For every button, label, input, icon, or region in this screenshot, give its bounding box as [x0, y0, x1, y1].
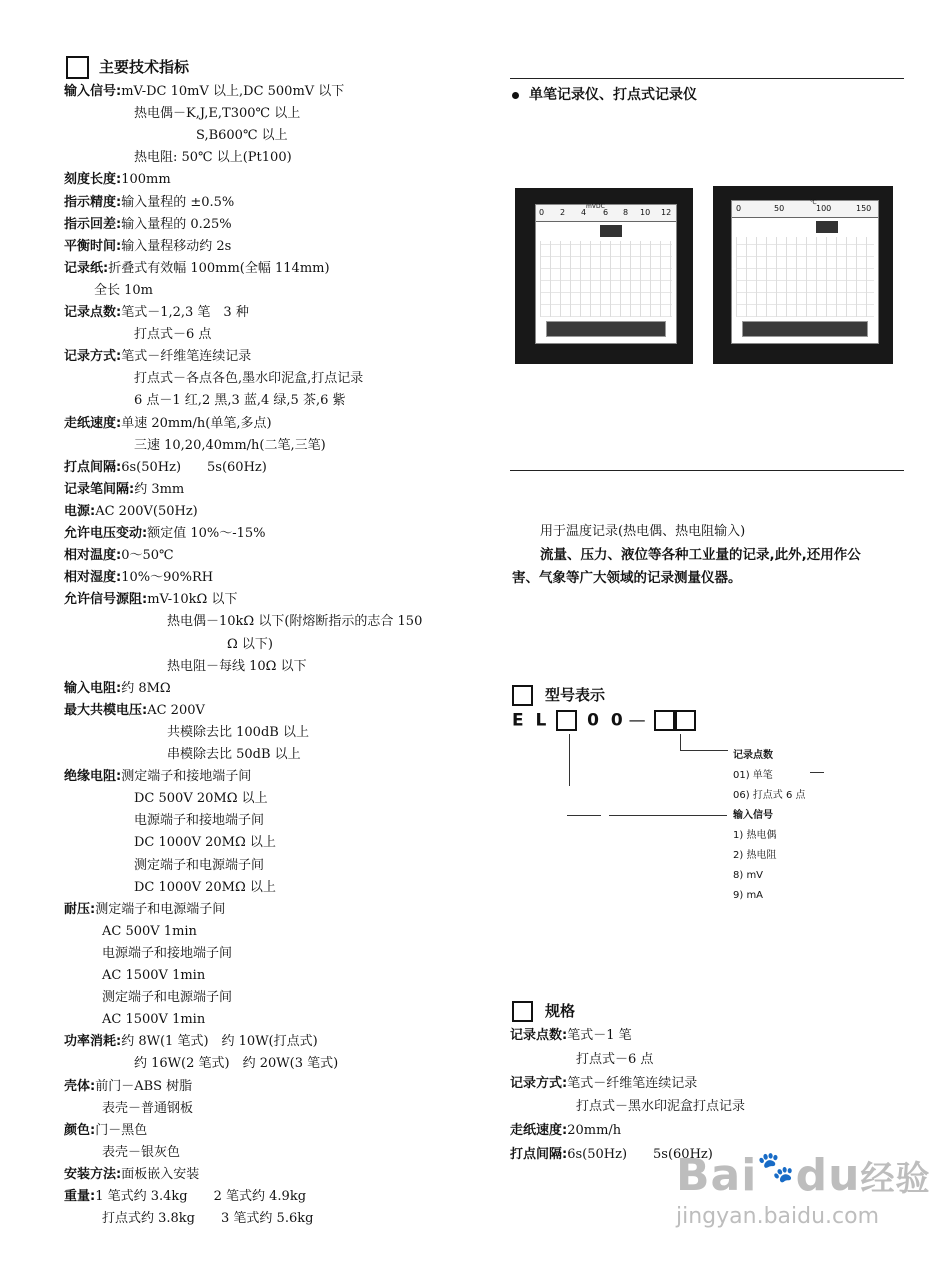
spec-line [64, 1167, 199, 1183]
note-input-heading: 输入信号 [733, 810, 773, 821]
note-points-2: 06) 打点式 6 点 [733, 790, 806, 801]
note-input-2: 2) 热电阻 [733, 850, 777, 861]
spec-label: 重量: [64, 1189, 96, 1204]
spec-label: 刻度长度: [64, 172, 122, 187]
spec-value: Ω 以下) [227, 637, 273, 652]
spec-line [167, 614, 422, 630]
spec-line [102, 968, 205, 984]
spec-label: 颜色: [64, 1123, 96, 1138]
spec-right-line [510, 1076, 697, 1092]
spec-line [134, 858, 264, 874]
spec-line [64, 261, 330, 277]
spec-line [196, 128, 288, 144]
spec-value: 约 3mm [134, 482, 185, 497]
note-input-3: 8) mV [733, 870, 764, 881]
spec-value: 10%～90%RH [121, 570, 214, 585]
spec-label: 打点间隔: [64, 460, 122, 475]
note-input-4: 9) mA [733, 890, 764, 901]
spec-line [64, 1034, 318, 1050]
spec-value: AC 1500V 1min [102, 1012, 206, 1027]
spec-value: 热电阻: 50℃ 以上(Pt100) [134, 150, 292, 165]
spec-value: 6s(50Hz) 5s(60Hz) [121, 460, 267, 475]
desc-line-1: 用于温度记录(热电偶、热电阻输入) [540, 524, 746, 539]
spec-label: 指示精度: [64, 195, 122, 210]
spec-label: 输入电阻: [64, 681, 122, 696]
spec-value: DC 1000V 20MΩ 以上 [134, 835, 276, 850]
spec-value: DC 500V 20MΩ 以上 [134, 791, 268, 806]
checkbox-icon [512, 685, 533, 706]
spec-value: 测定端子和电源端子间 [102, 990, 233, 1005]
spec-line [102, 1012, 205, 1028]
spec-title-right: 规格 [512, 1000, 575, 1022]
spec-value: 输入量程移动约 2s [121, 239, 232, 254]
mid-divider [510, 470, 904, 471]
recorder2-scale: ℃ 0 50 100 150 [732, 201, 878, 218]
spec-label: 指示回差: [64, 217, 122, 232]
spec-label: 记录笔间隔: [64, 482, 135, 497]
spec-value: 电源端子和接地端子间 [102, 946, 233, 961]
spec-value: 打点式－6 点 [134, 327, 212, 342]
spec-line [134, 791, 268, 807]
spec-line [64, 305, 249, 321]
spec-value: 单速 20mm/h(单笔,多点) [121, 416, 272, 431]
spec-label: 记录纸: [64, 261, 109, 276]
spec-value: S,B600℃ 以上 [196, 128, 288, 143]
spec-value: 表壳－银灰色 [102, 1145, 181, 1160]
spec-value: 面板嵌入安装 [121, 1167, 200, 1182]
spec-right-label: 记录点数: [510, 1028, 568, 1043]
spec-line [64, 570, 213, 586]
checkbox-icon [512, 1001, 533, 1022]
spec-line [64, 703, 205, 719]
spec-label: 壳体: [64, 1079, 96, 1094]
spec-value: mV-DC 10mV 以上,DC 500mV 以下 [121, 84, 345, 99]
spec-section-title: 主要技术指标 [66, 56, 189, 79]
spec-value: 笔式－1,2,3 笔 3 种 [121, 305, 249, 320]
recorder-photo-pen [515, 188, 693, 364]
spec-label: 相对湿度: [64, 570, 122, 585]
spec-line [64, 460, 267, 476]
spec-value: AC 200V(50Hz) [95, 504, 198, 519]
spec-line [64, 526, 266, 542]
spec-value: 0～50℃ [121, 548, 174, 563]
spec-line [64, 681, 171, 697]
spec-line [64, 769, 251, 785]
note-input-1: 1) 热电偶 [733, 830, 777, 841]
spec-line [134, 371, 363, 387]
spec-label: 最大共模电压: [64, 703, 148, 718]
spec-value: 100mm [121, 172, 171, 187]
spec-right-line [576, 1099, 745, 1115]
spec-line [64, 239, 231, 255]
spec-value: 打点式－各点各色,墨水印泥盒,打点记录 [134, 371, 364, 386]
spec-line [102, 924, 197, 940]
spec-line [134, 438, 326, 454]
spec-label: 记录方式: [64, 349, 122, 364]
spec-line [134, 880, 276, 896]
spec-line [134, 813, 264, 829]
bullet-icon [512, 92, 519, 99]
model-slot-input [556, 710, 577, 731]
model-slot-points-1 [654, 710, 675, 731]
spec-value: 三速 10,20,40mm/h(二笔,三笔) [134, 438, 326, 453]
spec-line [167, 659, 307, 675]
spec-value: DC 1000V 20MΩ 以上 [134, 880, 276, 895]
spec-value: 表壳－普通钢板 [102, 1101, 194, 1116]
spec-line [134, 150, 292, 166]
spec-line [102, 1101, 193, 1117]
spec-label: 记录点数: [64, 305, 122, 320]
spec-line [167, 747, 301, 763]
spec-label: 功率消耗: [64, 1034, 122, 1049]
spec-right-label: 走纸速度: [510, 1123, 568, 1138]
spec-line [64, 172, 171, 188]
spec-label: 相对温度: [64, 548, 122, 563]
spec-value: 约 16W(2 笔式) 约 20W(3 笔式) [134, 1056, 339, 1071]
spec-line [102, 1145, 180, 1161]
spec-right-label: 记录方式: [510, 1076, 568, 1091]
spec-value: 约 8MΩ [121, 681, 171, 696]
spec-line [64, 1079, 192, 1095]
baidu-logo: Bai🐾du经验 [676, 1150, 931, 1201]
spec-label: 输入信号: [64, 84, 122, 99]
spec-line [64, 217, 232, 233]
spec-line [64, 195, 234, 211]
paw-icon: 🐾 [757, 1150, 796, 1185]
spec-line [64, 592, 237, 608]
spec-value: 前门－ABS 树脂 [95, 1079, 193, 1094]
spec-value: 全长 10m [94, 283, 154, 298]
spec-label: 平衡时间: [64, 239, 122, 254]
spec-line [64, 84, 344, 100]
spec-line [102, 1211, 313, 1227]
spec-value: 热电阻－每线 10Ω 以下 [167, 659, 307, 674]
spec-line [64, 902, 225, 918]
spec-value: 电源端子和接地端子间 [134, 813, 265, 828]
spec-value: AC 1500V 1min [102, 968, 206, 983]
spec-right-value: 笔式－纤维笔连续记录 [567, 1076, 698, 1091]
spec-line [64, 416, 272, 432]
spec-label: 绝缘电阻: [64, 769, 122, 784]
spec-value: AC 500V 1min [102, 924, 197, 939]
spec-right-line [576, 1052, 653, 1068]
spec-line [134, 1056, 338, 1072]
spec-label: 走纸速度: [64, 416, 122, 431]
spec-label: 允许电压变动: [64, 526, 148, 541]
spec-right-value: 笔式－1 笔 [567, 1028, 632, 1043]
spec-line [227, 637, 273, 653]
spec-value: 测定端子和电源端子间 [134, 858, 265, 873]
note-points-heading: 记录点数 [733, 750, 773, 761]
spec-label: 安装方法: [64, 1167, 122, 1182]
spec-line [64, 1123, 147, 1139]
spec-value: 约 8W(1 笔式) 约 10W(打点式) [121, 1034, 318, 1049]
desc-line-3: 害、气象等广大领域的记录测量仪器。 [512, 570, 742, 586]
spec-line [64, 504, 198, 520]
spec-value: 共模除去比 100dB 以上 [167, 725, 309, 740]
spec-line [134, 393, 346, 409]
spec-value: 热电偶－10kΩ 以下(附熔断指示的志合 150 [167, 614, 423, 629]
spec-line [134, 327, 211, 343]
spec-line [102, 946, 232, 962]
spec-right-line [510, 1123, 621, 1139]
spec-label: 电源: [64, 504, 96, 519]
spec-value: 热电偶－K,J,E,T300℃ 以上 [134, 106, 301, 121]
watermark-url: jingyan.baidu.com [676, 1204, 880, 1229]
spec-right-line [510, 1028, 632, 1044]
spec-right-value: 20mm/h [567, 1123, 622, 1138]
spec-value: 笔式－纤维笔连续记录 [121, 349, 252, 364]
spec-line [64, 482, 184, 498]
spec-value: 6 点－1 红,2 黑,3 蓝,4 绿,5 茶,6 紫 [134, 393, 346, 408]
spec-right-label: 打点间隔: [510, 1147, 568, 1162]
spec-right-value: 6s(50Hz) 5s(60Hz) [567, 1147, 713, 1162]
spec-line [94, 283, 153, 299]
spec-line [64, 349, 251, 365]
product-title: 单笔记录仪、打点式记录仪 [512, 84, 697, 104]
spec-line [64, 548, 174, 564]
spec-value: 串模除去比 50dB 以上 [167, 747, 301, 762]
checkbox-icon [66, 56, 89, 79]
spec-value: 1 笔式约 3.4kg 2 笔式约 4.9kg [95, 1189, 307, 1204]
spec-line [102, 990, 232, 1006]
note-points-1: 01) 单笔 [733, 770, 773, 781]
spec-value: 折叠式有效幅 100mm(全幅 114mm) [108, 261, 330, 276]
spec-value: AC 200V [147, 703, 205, 718]
spec-line [134, 835, 276, 851]
spec-right-value: 打点式－6 点 [576, 1052, 654, 1067]
top-divider [510, 78, 904, 79]
desc-line-2: 流量、压力、液位等各种工业量的记录,此外,还用作公 [540, 547, 861, 563]
spec-line [134, 106, 300, 122]
spec-value: 测定端子和电源端子间 [95, 902, 226, 917]
spec-value: 测定端子和接地端子间 [121, 769, 252, 784]
spec-line [167, 725, 309, 741]
model-section-title: 型号表示 [512, 684, 605, 706]
spec-right-value: 打点式－黑水印泥盒打点记录 [576, 1099, 746, 1114]
model-slot-points-2 [675, 710, 696, 731]
recorder-photo-dot [713, 186, 893, 364]
spec-value: 输入量程的 0.25% [121, 217, 232, 232]
model-code: E L 0 0 — [512, 710, 696, 731]
spec-line [64, 1189, 306, 1205]
spec-value: 门－黑色 [95, 1123, 148, 1138]
spec-label: 允许信号源阻: [64, 592, 148, 607]
spec-value: mV-10kΩ 以下 [147, 592, 238, 607]
spec-value: 输入量程的 ±0.5% [121, 195, 235, 210]
spec-value: 打点式约 3.8kg 3 笔式约 5.6kg [102, 1211, 314, 1226]
recorder1-scale: mVDC 0 2 4 6 8 10 12 [536, 205, 676, 222]
spec-label: 耐压: [64, 902, 96, 917]
spec-value: 额定值 10%～-15% [147, 526, 266, 541]
